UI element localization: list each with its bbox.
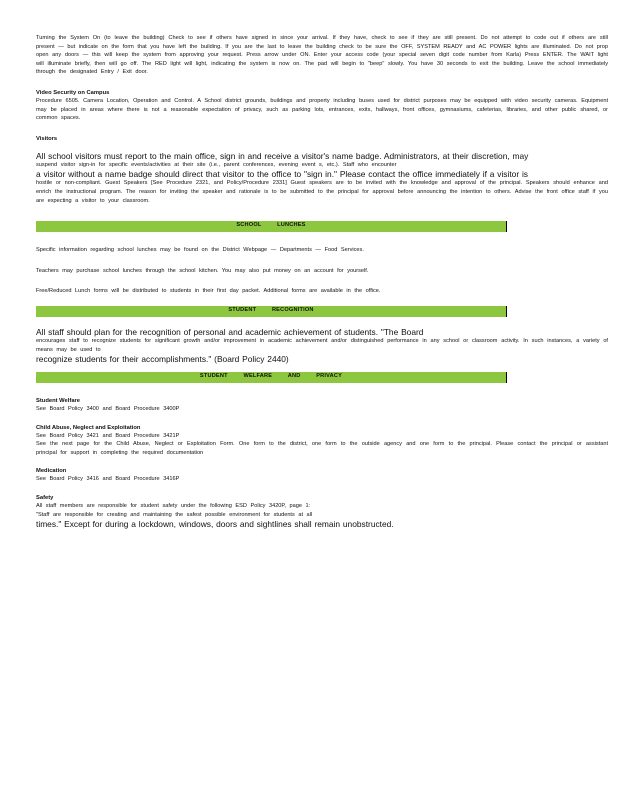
school-lunches-bar	[36, 221, 507, 232]
lunch-free-reduced-line: Free/Reduced Lunch forms will be distributed to students in their first day packet. Additional forms are available in the office.	[36, 288, 381, 295]
visitors-heading: Visitors	[36, 135, 58, 142]
video-security-heading: Video Security on Campus	[36, 89, 110, 96]
lunch-purchase-line: Teachers may purchase school lunches through the school kitchen. You may also put money on an account for yourself.	[36, 267, 369, 274]
student-welfare-text: See Board Policy 3400 and Board Procedure 3400P	[36, 406, 180, 413]
student-recognition-title: STUDENT RECOGNITION	[228, 306, 314, 313]
child-abuse-heading: Child Abuse, Neglect and Exploitation	[36, 424, 141, 431]
safety-text-large: times." Except for during a lockdown, windows, doors and sightlines shall remain unobstructed.	[36, 519, 394, 530]
lunch-info-line: Specific information regarding school lunches may be found on the District Webpage — Departments — Food Services.	[36, 247, 364, 254]
student-welfare-bar	[36, 372, 507, 383]
student-welfare-heading: Student Welfare	[36, 398, 81, 405]
child-abuse-form-text: See the next page for the Child Abuse, Neglect or Exploitation Form. One form to the district, one form to the outside agency and one form to the principal. Please contact the principal or assistant principal for support in completing the required documentation	[36, 441, 608, 456]
turning-system-on-paragraph: Turning the System On (to leave the building) Check to see if others have signed in since your arrival. If they have, check to see if they are still present. Do not attempt to code out if others are still present — but indicate on the form that you have left the building. If you are the last to leave the building check to be sure the OFF, SYSTEM READY and AC POWER lights are illuminated. Do not prop open any doors — this will keep the system from approving your request. Press arrow under ON. Enter your access code (your special seven digit code number from Karla) Press ENTER. The WAIT light will illuminate briefly, then will go off. The RED light will light, indicating the system is now on. The pad will begin to "beep" slowly. You have 30 seconds to exit the building. Leave the school immediately through the designated Entry / Exit door.	[36, 35, 608, 76]
recognition-text-large-2: recognize students for their accomplishments." (Board Policy 2440)	[36, 354, 289, 365]
safety-text-small-1: All staff members are responsible for student safety under the following ESD Policy 3420P, page 1:	[36, 503, 311, 510]
school-lunches-title: SCHOOL LUNCHES	[236, 222, 306, 229]
student-welfare-title: STUDENT WELFARE AND PRIVACY	[199, 373, 343, 380]
medication-heading: Medication	[36, 468, 67, 475]
video-security-paragraph: Procedure 6505. Camera Location, Operation and Control. A School district grounds, buildings and property including buses used for district purposes may be equipped with video security cameras. Equipment may be placed in areas where there is not a reasonable expectation of privacy, such as parking lots, entrances, exits, hallways, front offices, gymnasiums, cafeterias, libraries, and other public shared, or common spaces.	[36, 97, 608, 122]
recognition-text-small: encourages staff to recognize students for significant growth and/or improvement in academic achievement and/or distinguished performance in any school or classroom activity. In such instances, a variety of means may be used to	[36, 337, 608, 353]
recognition-text-large-1: All staff should plan for the recognition of personal and academic achievement of students. "The Board	[36, 326, 424, 337]
safety-heading: Safety	[36, 495, 54, 502]
visitors-text-small-2: hostile or non-compliant. Guest Speakers [See Procedure 2321, and Policy/Procedure 2331] Guest speakers are to be invited with the knowledge and approval of the principal. Speakers should enhance and enrich the instructional program. The reason for inviting the speaker and rationale is to be submitted to the principal for approval before announcing the intention to others. Advise the front office staff if you are expecting a visitor to your classroom.	[36, 180, 608, 204]
student-recognition-bar	[36, 306, 507, 317]
visitors-text-small-1: suspend visitor sign-in for specific events/activities at their site (i.e., parent conferences, evening event s, etc.). Staff who encounter	[36, 161, 397, 168]
visitors-text-large-1: All school visitors must report to the main office, sign in and receive a visitor's name badge. Administrators, at their discretion, may	[36, 150, 529, 161]
visitors-text-large-2: a visitor without a name badge should direct that visitor to the office to "sign in." Please contact the office immediately if a visitor is	[36, 169, 528, 180]
safety-text-small-2: "Staff are responsible for creating and maintaining the safest possible environment for students at all	[36, 511, 313, 518]
medication-text: See Board Policy 3416 and Board Procedure 3416P	[36, 476, 180, 483]
child-abuse-policy: See Board Policy 3421 and Board Procedure 3421P	[36, 432, 180, 439]
handbook-page	[36, 34, 608, 529]
